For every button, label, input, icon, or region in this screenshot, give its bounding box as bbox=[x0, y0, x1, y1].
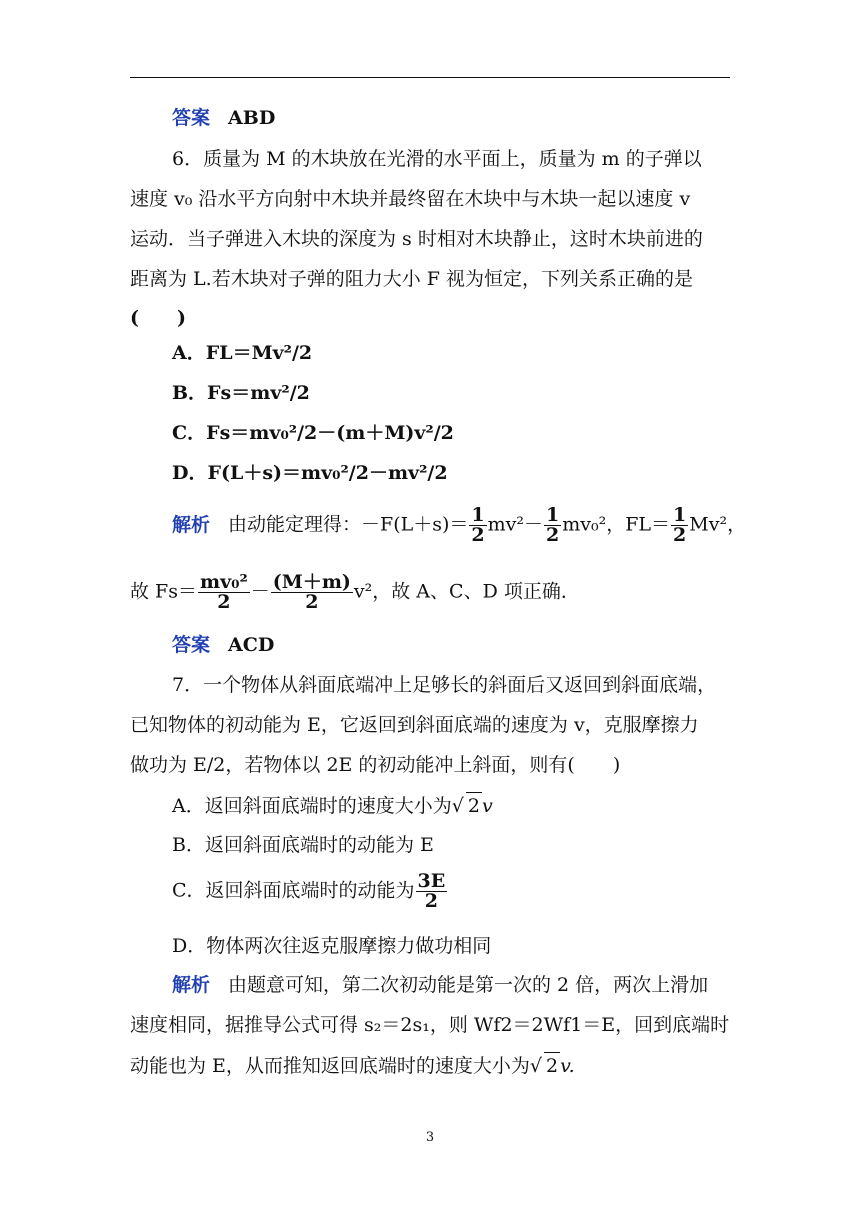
q6-line-2: 速度 v₀ 沿水平方向射中木块并最终留在木块中与木块一起以速度 v bbox=[130, 188, 691, 210]
analysis-1-line-2 bbox=[130, 573, 580, 612]
q7-option-d: D．物体两次往返克服摩擦力做功相同 bbox=[172, 935, 492, 957]
answer-value: ACD bbox=[228, 634, 275, 656]
answer-label: 答案 bbox=[172, 634, 211, 656]
q6-option-d: D．F(L＋s)＝mv₀²/2－mv²/2 bbox=[172, 462, 448, 484]
formula-text: 故 Fs＝ bbox=[130, 580, 197, 603]
q7-line-3: 做功为 E/2，若物体以 2E 的初动能冲上斜面，则有( ) bbox=[130, 754, 621, 776]
fraction-den: 2 bbox=[673, 524, 687, 546]
analysis-text: 动能也为 E，从而推知返回底端时的速度大小为 bbox=[130, 1055, 530, 1077]
formula-text: mv₀²，FL＝ bbox=[562, 513, 671, 536]
analysis-2-line-2: 速度相同，据推导公式可得 s₂＝2s₁，则 Wf2＝2Wf1＝E，回到底端时 bbox=[130, 1014, 730, 1036]
q6-line-5: ( ) bbox=[130, 307, 186, 329]
q7-option-a bbox=[172, 792, 493, 819]
q6-option-b: B．Fs＝mv²/2 bbox=[172, 382, 310, 404]
option-text: C．返回斜面底端时的动能为 bbox=[172, 879, 415, 902]
option-text: A．返回斜面底端时的速度大小为 bbox=[172, 795, 452, 817]
answer-row-1 bbox=[172, 105, 275, 131]
answer-label: 答案 bbox=[172, 107, 211, 129]
fraction-mv0 bbox=[198, 573, 250, 612]
analysis-2-line-3 bbox=[130, 1052, 575, 1079]
fraction-num: mv₀² bbox=[199, 571, 248, 593]
q6-line-1: 6．质量为 M 的木块放在光滑的水平面上，质量为 m 的子弹以 bbox=[172, 148, 702, 170]
q6-line-4: 距离为 L.若木块对子弹的阻力大小 F 视为恒定，下列关系正确的是 bbox=[130, 268, 693, 290]
formula-text: mv²－ bbox=[487, 513, 544, 536]
fraction-den: 2 bbox=[546, 524, 560, 546]
q6-line-3: 运动．当子弹进入木块的深度为 s 时相对木块静止，这时木块前进的 bbox=[130, 228, 703, 250]
analysis-label: 解析 bbox=[172, 513, 211, 536]
answer-value: ABD bbox=[228, 107, 276, 129]
q6-option-a: A．FL＝Mv²/2 bbox=[172, 342, 313, 364]
q7-option-b: B．返回斜面底端时的动能为 E bbox=[172, 834, 434, 856]
fraction-half bbox=[544, 506, 561, 545]
q7-option-c bbox=[172, 872, 448, 911]
sqrt-sign: √ bbox=[529, 1055, 543, 1077]
analysis-label: 解析 bbox=[172, 974, 211, 996]
fraction-num: 3E bbox=[417, 870, 446, 892]
fraction-num: 1 bbox=[471, 504, 485, 526]
fraction-num: (M＋m) bbox=[272, 571, 351, 593]
analysis-2-line-1 bbox=[172, 972, 708, 998]
fraction-num: 1 bbox=[673, 504, 687, 526]
analysis-1-line-1 bbox=[172, 506, 746, 545]
answer-row-2 bbox=[172, 632, 274, 658]
q7-line-1: 7．一个物体从斜面底端冲上足够长的斜面后又返回到斜面底端， bbox=[172, 674, 717, 696]
fraction-num: 1 bbox=[546, 504, 560, 526]
fraction-den: 2 bbox=[305, 591, 319, 613]
fraction-half bbox=[671, 506, 688, 545]
formula-text: v²，故 A、C、D 项正确． bbox=[353, 580, 580, 603]
sqrt-radicand: 2 bbox=[466, 792, 482, 819]
fraction-den: 2 bbox=[471, 524, 485, 546]
fraction-half bbox=[469, 506, 486, 545]
page-number: 3 bbox=[425, 1130, 435, 1145]
fraction-den: 2 bbox=[217, 591, 231, 613]
velocity-symbol: v. bbox=[560, 1055, 575, 1077]
sqrt-radicand: 2 bbox=[544, 1052, 560, 1079]
fraction-3E2 bbox=[416, 872, 448, 911]
q6-option-c: C．Fs＝mv₀²/2－(m＋M)v²/2 bbox=[172, 422, 454, 444]
analysis-text: 由题意可知，第二次初动能是第一次的 2 倍，两次上滑加 bbox=[228, 974, 709, 996]
formula-text: － bbox=[250, 580, 270, 603]
formula-text: Mv²， bbox=[689, 513, 747, 536]
header-rule bbox=[130, 77, 730, 78]
formula-text: 由动能定理得：－F(L＋s)＝ bbox=[228, 513, 469, 536]
sqrt-sign: √ bbox=[451, 795, 464, 817]
fraction-Mm bbox=[271, 573, 353, 612]
fraction-den: 2 bbox=[424, 890, 439, 912]
q7-line-2: 已知物体的初动能为 E，它返回到斜面底端的速度为 v，克服摩擦力 bbox=[130, 714, 699, 736]
velocity-symbol: v bbox=[481, 795, 493, 817]
